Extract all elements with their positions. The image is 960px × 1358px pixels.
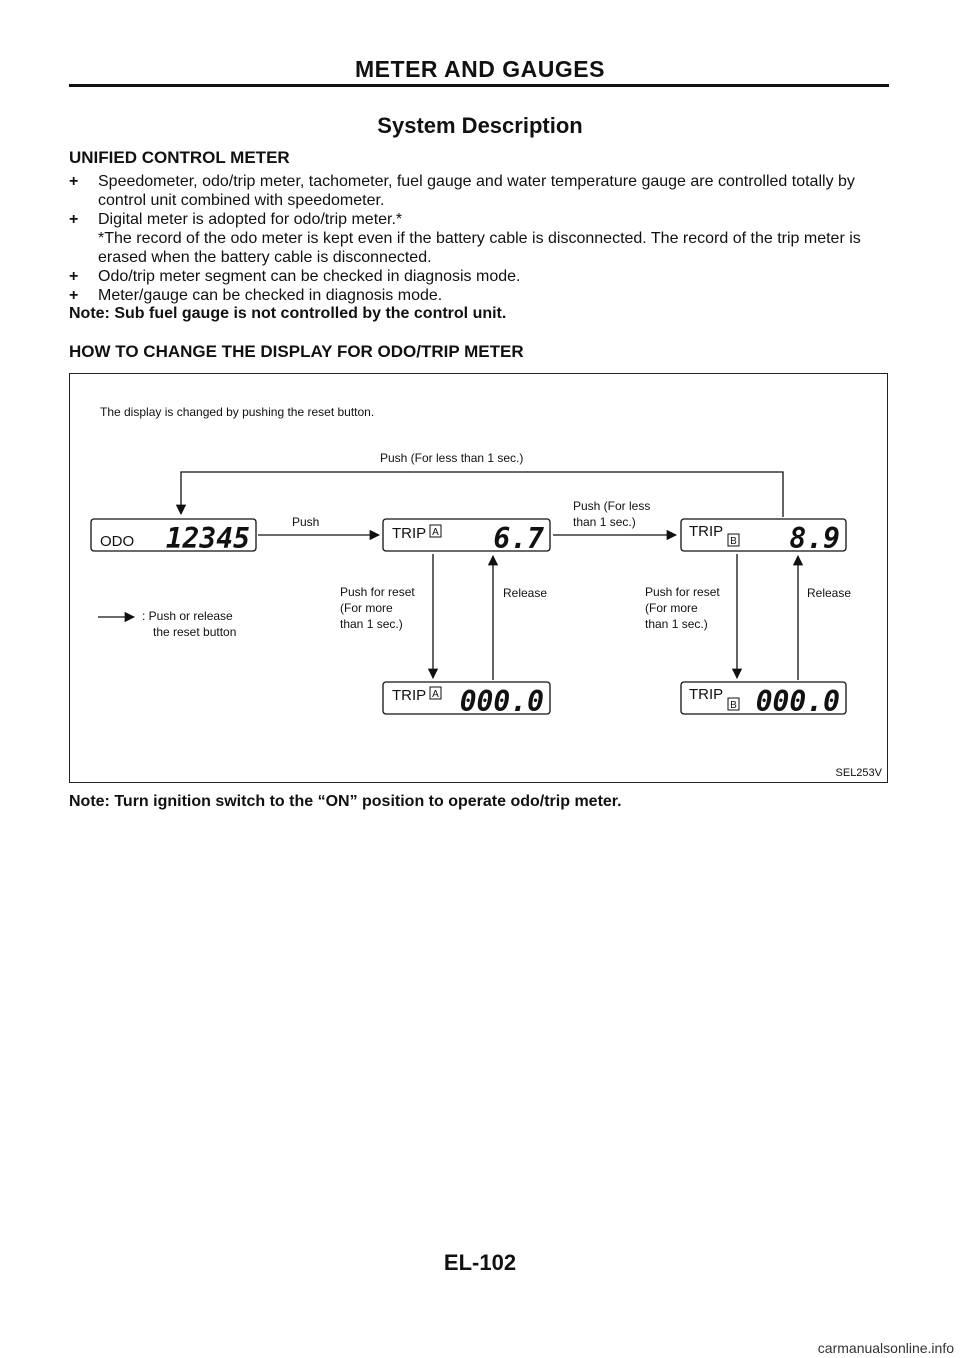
howto-heading: HOW TO CHANGE THE DISPLAY FOR ODO/TRIP METER [69, 342, 524, 361]
trip-b-label: TRIP [689, 523, 724, 540]
reset-a-line2: (For more [340, 601, 393, 615]
bullet-mark: + [69, 173, 79, 190]
trip-a-badge: A [432, 527, 439, 538]
loop-arrow [181, 472, 783, 517]
bullet-mark: + [69, 268, 79, 285]
section-title: System Description [377, 113, 583, 138]
trip-b-reset-label: TRIP [689, 686, 724, 703]
trip-b-value: 8.9 [789, 522, 840, 555]
reset-a-line1: Push for reset [340, 585, 415, 599]
bullet-mark: + [69, 287, 79, 304]
list-item-subtext: *The record of the odo meter is kept even if the battery cable is disconnected. The record of the trip meter is erased when the battery cable is disconnected. [98, 230, 861, 266]
odo-display [91, 519, 256, 555]
header-rule [69, 84, 889, 87]
feature-list [69, 172, 891, 305]
trip-a-reset-value: 000.0 [459, 685, 544, 718]
legend-line2: the reset button [153, 625, 237, 639]
top-push-label: Push (For less than 1 sec.) [380, 451, 524, 465]
release-b-label: Release [807, 586, 852, 600]
trip-b-display [681, 519, 846, 555]
list-item-text: Meter/gauge can be checked in diagnosis mode. [98, 287, 443, 304]
list-item [69, 286, 891, 305]
list-item-text: Digital meter is adopted for odo/trip meter.* [98, 211, 403, 228]
list-item [69, 172, 891, 210]
bullet-mark: + [69, 211, 79, 228]
list-item-text: Speedometer, odo/trip meter, tachometer, fuel gauge and water temperature gauge are controlled totally by control unit combined with speedometer. [98, 173, 855, 209]
trip-a-reset-label: TRIP [392, 687, 427, 704]
trip-a-reset-badge: A [432, 689, 439, 700]
list-item-text: Odo/trip meter segment can be checked in diagnosis mode. [98, 268, 521, 285]
list-item [69, 210, 891, 267]
push-less-label-line2: than 1 sec.) [573, 515, 636, 529]
figure-code: SEL253V [835, 767, 882, 779]
odo-label: ODO [100, 533, 135, 550]
diagram-svg [70, 374, 889, 784]
release-a-label: Release [503, 586, 548, 600]
trip-a-display [383, 519, 550, 555]
page-header-title: METER AND GAUGES [355, 56, 605, 82]
list-item [69, 267, 891, 286]
page-number: EL-102 [443, 1250, 517, 1275]
push-less-label-line1: Push (For less [573, 499, 651, 513]
trip-a-label: TRIP [392, 525, 427, 542]
odo-value: 12345 [165, 522, 250, 555]
trip-a-reset-display [383, 682, 550, 718]
trip-b-badge: B [730, 536, 737, 547]
odo-trip-diagram [69, 373, 888, 783]
diagram-intro: The display is changed by pushing the reset button. [100, 405, 375, 419]
sub-fuel-gauge-note: Note: Sub fuel gauge is not controlled by the control unit. [69, 305, 507, 322]
trip-b-reset-display [681, 682, 846, 718]
trip-a-value: 6.7 [493, 522, 544, 555]
reset-b-line2: (For more [645, 601, 698, 615]
reset-b-line1: Push for reset [645, 585, 720, 599]
reset-a-line3: than 1 sec.) [340, 617, 403, 631]
trip-b-reset-value: 000.0 [755, 685, 840, 718]
legend-line1: : Push or release [142, 609, 233, 623]
reset-b-line3: than 1 sec.) [645, 617, 708, 631]
push-label: Push [292, 515, 320, 529]
unified-control-meter-heading: UNIFIED CONTROL METER [69, 148, 290, 167]
ignition-note: Note: Turn ignition switch to the “ON” position to operate odo/trip meter. [69, 793, 622, 810]
trip-b-reset-badge: B [730, 700, 737, 711]
watermark: carmanualsonline.info [817, 1340, 954, 1356]
